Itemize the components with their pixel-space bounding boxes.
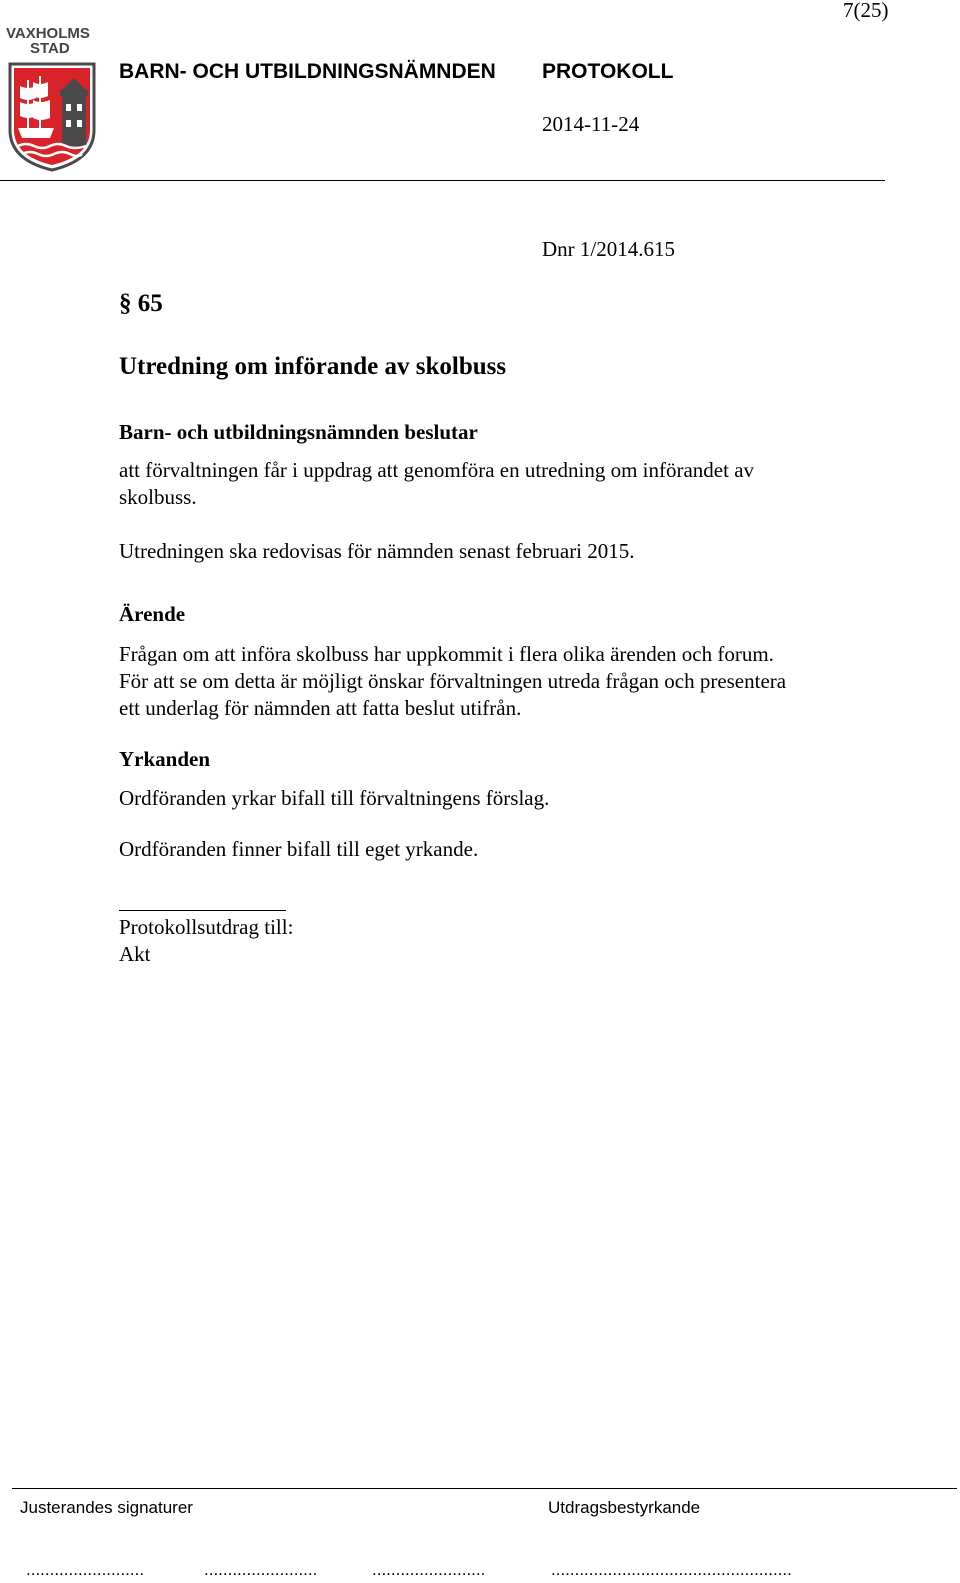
shield-icon <box>6 60 98 172</box>
header-divider <box>0 180 885 181</box>
distribution-value: Akt <box>119 942 151 966</box>
case-line-2: För att se om detta är möjligt önskar förvaltningen utreda frågan och presentera <box>119 669 787 693</box>
case-line-1: Frågan om att införa skolbuss har uppkommit i flera olika ärenden och forum. <box>119 642 774 666</box>
decision-report: Utredningen ska redovisas för nämnden senast februari 2015. <box>119 539 635 563</box>
committee-name: BARN- OCH UTBILDNINGSNÄMNDEN <box>119 60 496 83</box>
ruling-text: Ordföranden finner bifall till eget yrkande. <box>119 837 479 861</box>
certification-field: ................................................... <box>551 1560 792 1579</box>
vaxholm-coat-of-arms-logo <box>6 26 98 170</box>
signature-field-3: ........................ <box>372 1560 486 1579</box>
decision-line-2: skolbuss. <box>119 485 197 509</box>
decision-heading: Barn- och utbildningsnämnden beslutar <box>119 420 478 444</box>
footer-divider <box>12 1488 957 1489</box>
registration-number: Dnr 1/2014.615 <box>542 237 675 261</box>
signature-field-2: ........................ <box>204 1560 318 1579</box>
certification-label: Utdragsbestyrkande <box>548 1498 701 1517</box>
signature-field-1: ......................... <box>26 1560 145 1579</box>
logo-text-line2: STAD <box>30 40 70 57</box>
case-line-3: ett underlag för nämnden att fatta beslut utifrån. <box>119 696 522 720</box>
decision-line-1: att förvaltningen får i uppdrag att genomföra en utredning om införandet av <box>119 458 755 482</box>
item-title: Utredning om införande av skolbuss <box>119 353 507 380</box>
signatures-label: Justerandes signaturer <box>20 1498 193 1517</box>
page-number: 7(25) <box>843 0 889 22</box>
document-type: PROTOKOLL <box>542 60 674 83</box>
distribution-separator <box>119 910 286 911</box>
motions-heading: Yrkanden <box>119 747 211 771</box>
distribution-label: Protokollsutdrag till: <box>119 915 294 939</box>
paragraph-number: § 65 <box>119 290 163 317</box>
meeting-date: 2014-11-24 <box>542 112 640 136</box>
motion-text: Ordföranden yrkar bifall till förvaltningens förslag. <box>119 786 550 810</box>
logo-text-line1: VAXHOLMS <box>6 25 90 42</box>
case-heading: Ärende <box>119 602 186 626</box>
